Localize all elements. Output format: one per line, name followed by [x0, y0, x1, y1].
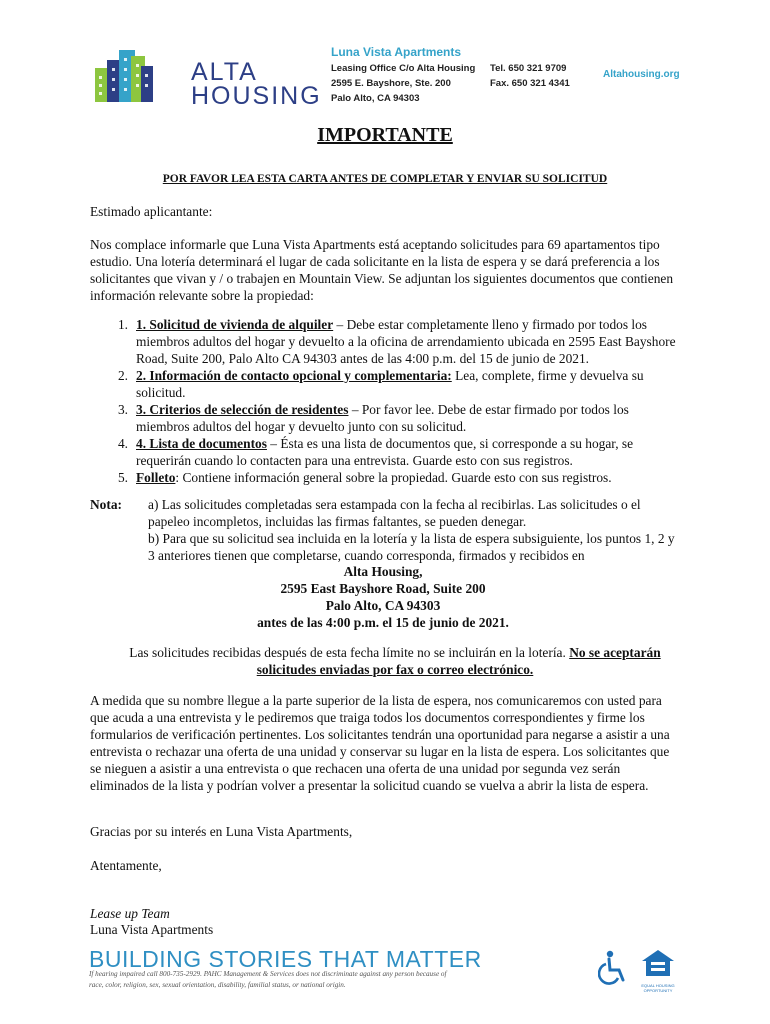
closing-line: Atentamente,	[90, 858, 162, 873]
equal-housing-icon	[640, 948, 676, 978]
deadline-paragraph	[95, 644, 695, 678]
document-title: 3. Criterios de selección de residentes	[136, 402, 349, 417]
signature-team: Lease up Team	[90, 906, 170, 921]
address-line: Alta Housing,	[343, 564, 423, 579]
list-number: 5.	[117, 470, 128, 485]
address-line: Palo Alto, CA 94303	[331, 93, 420, 104]
contact-numbers	[490, 61, 570, 91]
documents-list	[90, 316, 680, 486]
document-title: 1. Solicitud de vivienda de alquiler	[136, 317, 334, 332]
wheelchair-accessibility-icon	[598, 950, 628, 986]
intro-paragraph: Nos complace informarle que Luna Vista Apartments está aceptando solicitudes para 69 apartamentos tipo estudio. Una lotería determinará el lugar de cada solicitante en la lista de espera y se dará preferencia a los solicitantes que vivan y / o trabajen en Mountain View. Se adjuntan los siguientes documentos que contienen información relevante sobre la propiedad:	[90, 237, 674, 303]
list-item	[90, 401, 680, 435]
footer-tagline: BUILDING STORIES THAT MATTER	[89, 946, 482, 972]
leasing-address	[331, 61, 475, 106]
list-item	[90, 435, 680, 469]
logo-text-housing: HOUSING	[191, 82, 322, 110]
document-text: – Ésta es una lista de documentos que, si corresponde a su hogar, se requerirán cuando lo contacten para una entrevista. Guarde esto con sus registros.	[136, 436, 634, 468]
document-text: – Debe estar completamente lleno y firmado por todos los miembros adultos del hogar y devuelto a la oficina de arrendamiento ubicada en 2595 East Bayshore Road, Suite 200, Palo Alto CA 94303 antes de las 4:00 p.m. del 15 de junio de 2021.	[136, 317, 676, 366]
telephone: Tel. 650 321 9709	[490, 63, 567, 74]
list-item	[90, 367, 680, 401]
list-item	[90, 469, 680, 486]
document-title: 4. Lista de documentos	[136, 436, 267, 451]
address-line: Leasing Office C/o Alta Housing	[331, 63, 476, 74]
signature-property: Luna Vista Apartments	[90, 922, 214, 937]
website-link[interactable]: Altahousing.org	[603, 69, 680, 80]
document-text: – Por favor lee. Debe de estar firmado por todos los miembros adultos del hogar y devuelto junto con su solicitud.	[136, 402, 629, 434]
address-line: 2595 E. Bayshore, Ste. 200	[331, 78, 451, 89]
note-a: a) Las solicitudes completadas sera estampada con la fecha al recibirlas. Las solicitudes o el papeleo incompletos, incluidas las firmas faltantes, se pueden denegar.	[148, 497, 641, 529]
list-number: 4.	[117, 436, 128, 451]
address-line: 2595 East Bayshore Road, Suite 200	[280, 581, 486, 596]
greeting: Estimado aplicantante:	[90, 204, 213, 219]
page-title: IMPORTANTE	[317, 124, 453, 146]
interview-paragraph: A medida que su nombre llegue a la parte superior de la lista de espera, nos comunicaremos con usted para que acuda a una entrevista y le pediremos que traiga todos los documentos correspondientes y firme los formularios de verificación pertinentes. Los solicitantes tendrán una oportunidad para negarse a asistir a una entrevista o rechazar una oferta de una unidad y conservar su lugar en la lista de espera. Los solicitantes que se nieguen a asistir a una entrevista o que rechacen una oferta de una unidad por segunda vez serán eliminados de la lista y podrían volver a presentar la solicitud cuando se vuelva a abrir la lista de espera.	[90, 693, 670, 793]
deadline-warning: No se aceptarán	[569, 645, 661, 660]
property-name: Luna Vista Apartments	[331, 45, 462, 59]
list-number: 1.	[117, 317, 128, 332]
document-title: Folleto	[136, 470, 176, 485]
list-number: 2.	[117, 368, 128, 383]
address-line: antes de las 4:00 p.m. el 15 de junio de 2021.	[257, 615, 509, 630]
document-text: Lea, complete, firme y devuelva su solicitud.	[136, 368, 644, 400]
list-number: 3.	[117, 402, 128, 417]
deadline-text: Las solicitudes recibidas después de esta fecha límite no se incluirán en la lotería.	[129, 645, 570, 660]
submission-address	[148, 563, 618, 631]
document-text: : Contiene información general sobre la propiedad. Guarde esto con sus registros.	[175, 470, 612, 485]
list-item	[90, 316, 680, 367]
logo-text-alta: ALTA	[191, 58, 258, 86]
document-title: 2. Información de contacto opcional y complementaria:	[136, 368, 452, 383]
thanks-line: Gracias por su interés en Luna Vista Apartments,	[90, 824, 353, 839]
fax: Fax. 650 321 4341	[490, 78, 570, 89]
equal-housing-text: EQUAL HOUSING OPPORTUNITY	[641, 983, 675, 993]
footer-fineprint: If hearing impaired call 800-735-2929. PAHC Management & Services does not discriminate against any person because of race, color, religion, sex, sexual orientation, disability, familial status, or national origin.	[89, 970, 447, 989]
subtitle: POR FAVOR LEA ESTA CARTA ANTES DE COMPLETAR Y ENVIAR SU SOLICITUD	[162, 173, 608, 185]
address-line: Palo Alto, CA 94303	[325, 598, 441, 613]
note-label: Nota:	[90, 497, 122, 512]
equal-housing-logo	[640, 948, 680, 993]
deadline-warning: solicitudes enviadas por fax o correo electrónico.	[256, 662, 534, 677]
note-b: b) Para que su solicitud sea incluida en la lotería y la lista de espera subsiguiente, los puntos 1, 2 y 3 anteriores tienen que completarse, cuando corresponda, firmados y recibidos en	[148, 531, 675, 563]
